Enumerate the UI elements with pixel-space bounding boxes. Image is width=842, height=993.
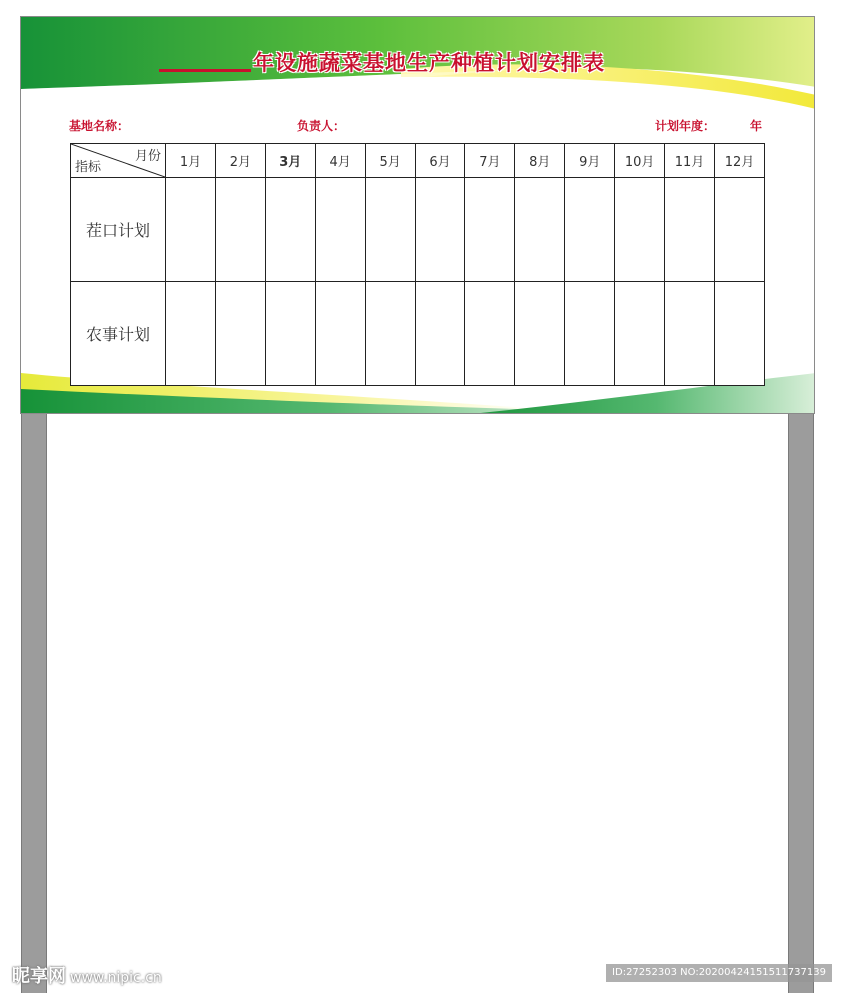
table-cell xyxy=(215,178,265,282)
year-suffix: 年 xyxy=(750,119,763,133)
table-cell xyxy=(714,282,764,386)
table-cell xyxy=(665,282,715,386)
month-header: 9月 xyxy=(565,144,615,178)
table-cell xyxy=(615,178,665,282)
month-header: 5月 xyxy=(365,144,415,178)
plan-table xyxy=(70,143,765,386)
person-label: 负责人： xyxy=(297,119,346,133)
base-name-label: 基地名称： xyxy=(69,119,130,133)
month-header: 1月 xyxy=(166,144,216,178)
month-header: 7月 xyxy=(465,144,515,178)
table-cell xyxy=(465,178,515,282)
month-header: 11月 xyxy=(665,144,715,178)
month-header-row xyxy=(71,144,765,178)
corner-month-label: 月份 xyxy=(134,149,161,164)
sign-board xyxy=(20,16,815,414)
table-cell xyxy=(565,178,615,282)
table-cell xyxy=(215,282,265,386)
watermark-logo-text: 昵享网 xyxy=(12,966,66,987)
year-blank-line xyxy=(159,51,251,72)
table-cell xyxy=(315,282,365,386)
table-cell xyxy=(415,282,465,386)
table-cell xyxy=(166,178,216,282)
table-cell xyxy=(315,178,365,282)
month-header: 6月 xyxy=(415,144,465,178)
table-cell xyxy=(615,282,665,386)
table-cell xyxy=(665,178,715,282)
table-cell xyxy=(565,282,615,386)
month-header: 3月 xyxy=(265,144,315,178)
corner-indicator-label: 指标 xyxy=(75,160,102,175)
month-header: 12月 xyxy=(714,144,764,178)
watermark-id: ID:27252303 NO:20200424151511737139 xyxy=(606,964,832,982)
left-post xyxy=(21,412,47,993)
table-cell xyxy=(265,282,315,386)
row-label-crop-plan: 茬口计划 xyxy=(71,178,166,282)
table-cell xyxy=(166,282,216,386)
table-cell xyxy=(265,178,315,282)
row-label-farm-plan: 农事计划 xyxy=(71,282,166,386)
month-header: 8月 xyxy=(515,144,565,178)
table-cell xyxy=(714,178,764,282)
table-cell xyxy=(515,282,565,386)
month-header: 4月 xyxy=(315,144,365,178)
table-cell xyxy=(365,282,415,386)
table-cell xyxy=(415,178,465,282)
watermark-logo xyxy=(12,962,162,988)
table-cell xyxy=(465,282,515,386)
table-row xyxy=(71,178,765,282)
title-text: 年设施蔬菜基地生产种植计划安排表 xyxy=(253,51,605,75)
table-cell xyxy=(365,178,415,282)
corner-cell xyxy=(71,144,166,178)
right-post xyxy=(788,412,814,993)
table-row xyxy=(71,282,765,386)
watermark-url: www.nipic.cn xyxy=(70,970,162,986)
plan-year-label: 计划年度： xyxy=(655,119,716,133)
board-title xyxy=(159,47,605,77)
month-header: 10月 xyxy=(615,144,665,178)
month-header: 2月 xyxy=(215,144,265,178)
table-cell xyxy=(515,178,565,282)
